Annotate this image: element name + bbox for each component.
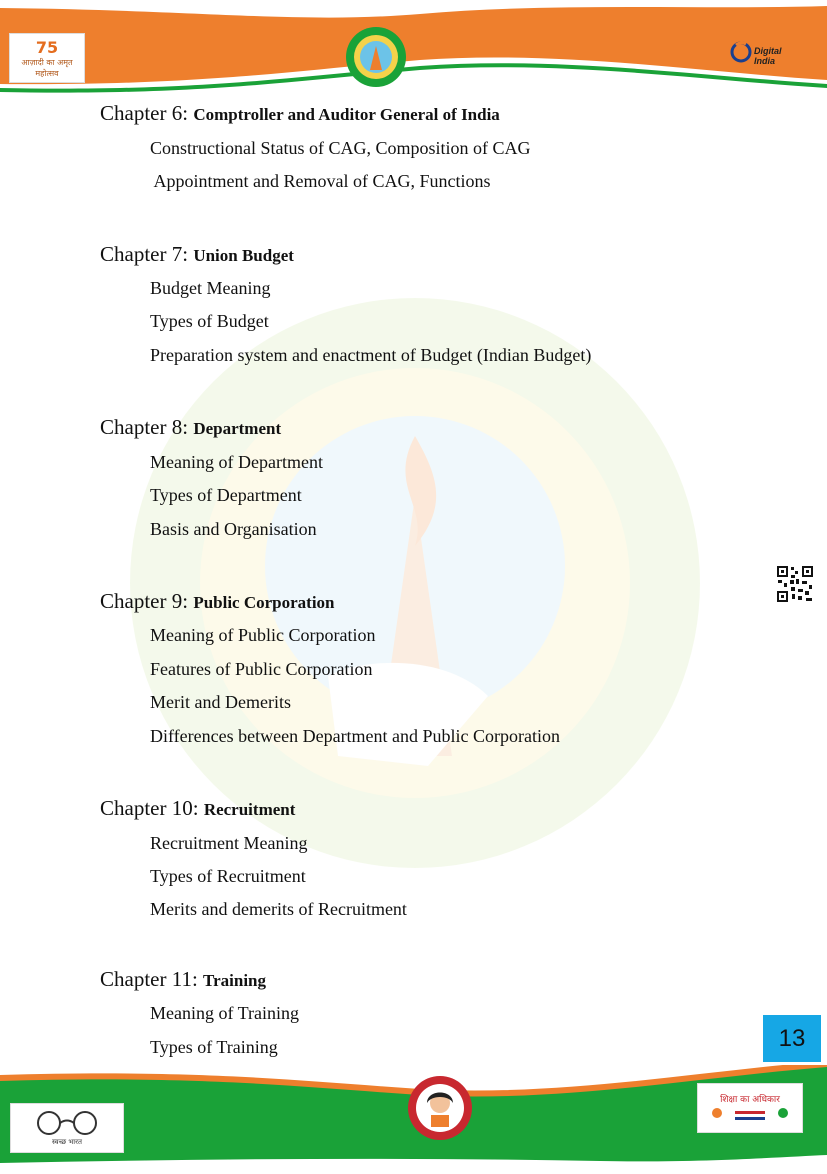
topic-item: Types of Department — [150, 485, 302, 505]
topic-item: Budget Meaning — [150, 278, 271, 298]
swachh-bharat-logo — [10, 1103, 124, 1153]
chapter-title: Training — [203, 971, 267, 990]
chapter-label: Chapter 11: — [100, 967, 198, 991]
topic-item: Preparation system and enactment of Budget (Indian Budget) — [150, 345, 592, 365]
chapter-heading — [100, 796, 295, 821]
chapter-label: Chapter 6: — [100, 101, 189, 125]
page-header — [0, 0, 827, 100]
page-number-badge — [763, 1015, 821, 1062]
chapter-label: Chapter 9: — [100, 589, 189, 613]
topic-item: Types of Recruitment — [150, 866, 306, 886]
chapter-title: Union Budget — [193, 246, 294, 265]
azadi-logo — [9, 33, 85, 83]
topic-item: Meaning of Public Corporation — [150, 625, 376, 645]
digital-india-text: Digital India — [754, 46, 782, 66]
topic-item: Recruitment Meaning — [150, 833, 308, 853]
swachh-bharat-text: स्वच्छ भारत — [52, 1138, 82, 1146]
chapter-label: Chapter 7: — [100, 242, 189, 266]
azadi-logo-text: आज़ादी का अमृत महोत्सव — [21, 58, 73, 78]
chapter-label: Chapter 10: — [100, 796, 199, 820]
topic-item: Meaning of Training — [150, 1003, 300, 1023]
children-icon — [705, 1105, 795, 1125]
chapter-label: Chapter 8: — [100, 415, 189, 439]
spectacles-icon — [32, 1110, 102, 1136]
topic-item: Types of Training — [150, 1037, 278, 1057]
header-wave-icon — [0, 0, 827, 100]
chapter-title: Public Corporation — [193, 593, 335, 612]
azadi-logo-number: 75 — [35, 38, 59, 57]
chapter-heading — [100, 589, 335, 614]
topic-item: Features of Public Corporation — [150, 659, 373, 679]
page-number: 13 — [778, 1024, 806, 1052]
chapter-heading — [100, 101, 500, 126]
topic-item: Differences between Department and Public Corporation — [150, 726, 561, 746]
right-to-education-logo — [697, 1083, 803, 1133]
qr-code-icon[interactable] — [776, 565, 814, 603]
right-to-education-text: शिक्षा का अधिकार — [720, 1095, 780, 1105]
chapter-title: Comptroller and Auditor General of India — [193, 105, 500, 124]
chapter-heading — [100, 967, 266, 992]
chapter-title: Recruitment — [203, 800, 296, 819]
board-seal-icon — [345, 26, 407, 88]
chapter-title: Department — [193, 419, 282, 438]
beti-bachao-logo-icon — [407, 1075, 473, 1141]
topic-item: Appointment and Removal of CAG, Functions — [150, 171, 491, 191]
board-watermark-icon — [128, 296, 702, 870]
topic-item: Basis and Organisation — [150, 519, 317, 539]
chapter-heading — [100, 415, 281, 440]
topic-item: Meaning of Department — [150, 452, 323, 472]
topic-item: Types of Budget — [150, 311, 269, 331]
topic-item: Merit and Demerits — [150, 692, 291, 712]
page-footer — [0, 1065, 827, 1169]
chapter-heading — [100, 242, 294, 267]
topic-item: Constructional Status of CAG, Composition of CAG — [150, 138, 531, 158]
digital-india-mark-icon — [730, 40, 752, 64]
digital-india-logo — [730, 40, 800, 66]
topic-item: Merits and demerits of Recruitment — [150, 899, 407, 919]
